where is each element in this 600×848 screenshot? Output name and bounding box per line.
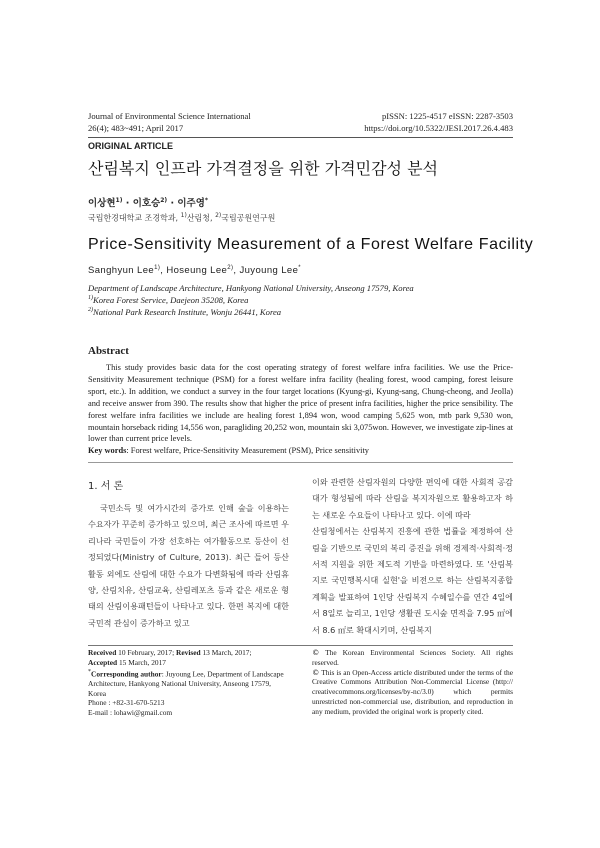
author-sup: 1) bbox=[154, 265, 161, 271]
corresponding-label: Corresponding author bbox=[91, 669, 162, 679]
korean-author: 이주영 bbox=[177, 198, 205, 209]
license-line bbox=[312, 668, 513, 717]
license-text: This is an Open-Access article distributed under the terms of the Creative Commons Attribution Non-Commercial License (http:// creativecommons.org/licenses/by-nc/3.0) which permits unrestricted non-commercial use, distribution, and reproduction in any medium, provided the original work is properly cited. bbox=[312, 667, 513, 716]
affil-sup: 2) bbox=[88, 307, 93, 314]
received-date: 10 February, 2017; bbox=[116, 648, 176, 657]
english-title: Price-Sensitivity Measurement of a Forest Welfare Facility bbox=[88, 236, 534, 253]
journal-name: Journal of Environmental Science International bbox=[88, 111, 251, 121]
affil-text: National Park Research Institute, Wonju 26441, Korea bbox=[93, 307, 282, 317]
korean-affiliations bbox=[88, 212, 275, 224]
affil-text: 국립공원연구원 bbox=[221, 213, 276, 223]
korean-authors: 이상현$^{1)}$ · 이호승$^{2)}$ · 이주영* bbox=[88, 196, 209, 209]
english-author: Sanghyun Lee bbox=[88, 265, 155, 277]
affil-sup: 2) bbox=[215, 212, 222, 219]
open-access-icon: © bbox=[312, 667, 320, 677]
keywords-label: Key words bbox=[88, 446, 127, 455]
accepted-label: Accepted bbox=[88, 657, 118, 667]
affil-text: 산림청, bbox=[186, 213, 216, 223]
korean-author: 이상현 bbox=[88, 198, 116, 209]
abstract-body: This study provides basic data for the cost operating strategy of forest welfare infra facilities. We use the Price-Sensitivity Measurement technique (PSM) for a forest welfare infra facility (healing forest, wood camping, forest leisure sport, etc.). In addition, we conduct a survey in the four target locations (Kyung-gi, Kyung-sang, Chung-cheong, and Jeolla) and receive answer from 390. The results show that higher the price of present infra facilities, higher the price sensibility. The forest welfare infra facilities we include are healing forest 1,894 won, wood camping 5,625 won, mtb park 9,530 won, mountain horseback riding 14,556 won, paragliding 20,252 won, mountain ski 3,075won. However, we investigate zip-lines at lower than current price levels. bbox=[88, 363, 513, 444]
phone: Phone : +82-31-670-5213 bbox=[88, 698, 165, 708]
author-sup: 2) bbox=[227, 265, 234, 271]
copyright-line bbox=[312, 648, 513, 668]
article-type: ORIGINAL ARTICLE bbox=[88, 141, 173, 151]
journal-volume: 26(4); 483~491; April 2017 bbox=[88, 122, 184, 133]
author-sup: * bbox=[298, 265, 302, 271]
affil-sup: 1) bbox=[88, 295, 93, 302]
paragraph: 산림청에서는 산림복지 진흥에 관한 법률을 제정하여 산림을 기반으로 국민의 복리 증진을 위해 경제적·사회적·정서적 지원을 위한 제도적 기반을 마련하였다. 또 '산림복지로 국민행복시대 실현'을 비전으로 하는 산림복지종합계획을 발표하여 1인당 산림복지 수혜일수를 연간 4일에서 8일로 늘리고, 1인당 생활권 도시숲 면적을 7.95 ㎡에서 8.6 ㎡로 확대시키며, 산림복지 bbox=[312, 526, 513, 635]
footnote-divider bbox=[88, 645, 513, 646]
revised-date: 13 March, 2017; bbox=[200, 648, 252, 657]
body-column-right bbox=[312, 474, 513, 638]
section-heading: 1. 서 론 bbox=[88, 481, 124, 492]
corresponding-line: *Corresponding author: Juyoung Lee, Department of Landscape Architecture, Hankyong National University, Anseong 17579, Korea bbox=[88, 668, 284, 698]
journal-header-right bbox=[355, 111, 513, 134]
copyright-text: The Korean Environmental Sciences Society. All rights reserved. bbox=[312, 648, 514, 667]
affil-text: 국립한경대학교 조경학과, bbox=[88, 213, 181, 223]
english-affiliation-3 bbox=[88, 307, 281, 317]
accepted-line bbox=[88, 658, 288, 668]
author-sup: 2) bbox=[160, 196, 168, 204]
body-column-left: 국민소득 및 여가시간의 증가로 인해 숲을 이용하는 수요자가 꾸준히 증가하고 있으며, 최근 조사에 따르면 우리나라 국민들이 가장 선호하는 여가활동으로 등산이 선정되었다(Ministry of Culture, 2013). 최근 들어 등산 활동 외에도 산림에 대한 수요가 다변화됨에 따라 산림휴양, 산림치유, 산림교육, 산림레포츠 등과 같은 새로운 형태의 산림이용패턴들이 나타나고 있다. 한편 복지에 대한 국민적 관심이 증가하고 있고 bbox=[88, 503, 289, 628]
author-sup: 1) bbox=[115, 196, 123, 204]
english-affiliation-1: Department of Landscape Architecture, Hankyong National University, Anseong 17579, Korea bbox=[88, 283, 414, 293]
journal-header-left bbox=[88, 111, 251, 134]
author-sup: * bbox=[204, 196, 209, 204]
paragraph: 이와 관련한 산림자원의 다양한 편익에 대한 사회적 공감대가 형성됨에 따라 산림을 복지자원으로 활용하고자 하는 새로운 수요들이 나타나고 있다. 이에 따라 bbox=[312, 477, 513, 520]
corresponding-text: : Juyoung Lee, Department of Landscape Architecture, Hankyong National University, Anseong 17579, Korea bbox=[88, 669, 284, 698]
issn: pISSN: 1225-4517 eISSN: 2287-3503 bbox=[381, 111, 513, 121]
abstract-heading: Abstract bbox=[88, 345, 129, 357]
english-authors: Sanghyun Lee$^{1)}$, Hoseung Lee$^{2)}$, Juyoung Lee* bbox=[88, 265, 302, 277]
english-author: Juyoung Lee bbox=[239, 265, 299, 277]
keywords bbox=[88, 446, 369, 455]
received-label: Received bbox=[88, 648, 117, 657]
article-footnote bbox=[88, 648, 288, 718]
copyright-icon: © bbox=[312, 648, 320, 657]
affil-text: Korea Forest Service, Daejeon 35208, Korea bbox=[93, 295, 249, 305]
english-affiliation-2 bbox=[88, 295, 248, 305]
keywords-text: : Forest welfare, Price-Sensitivity Measurement (PSM), Price sensitivity bbox=[126, 446, 369, 455]
accepted-date: 15 March, 2017 bbox=[117, 657, 166, 667]
affil-sup: 1) bbox=[180, 212, 187, 219]
email-link[interactable]: E-mail : lohawi@gmail.com bbox=[88, 708, 173, 718]
header-divider bbox=[88, 137, 513, 138]
history-line bbox=[88, 648, 288, 658]
korean-author: 이호승 bbox=[132, 198, 161, 209]
revised-label: Revised bbox=[176, 648, 201, 657]
doi-link[interactable]: https://doi.org/10.5322/JESI.2017.26.4.483 bbox=[364, 122, 513, 133]
keywords-divider bbox=[88, 462, 513, 463]
english-author: Hoseung Lee bbox=[166, 265, 228, 277]
korean-title: 산림복지 인프라 가격결정을 위한 가격민감성 분석 bbox=[88, 159, 439, 178]
license-note bbox=[312, 648, 513, 717]
